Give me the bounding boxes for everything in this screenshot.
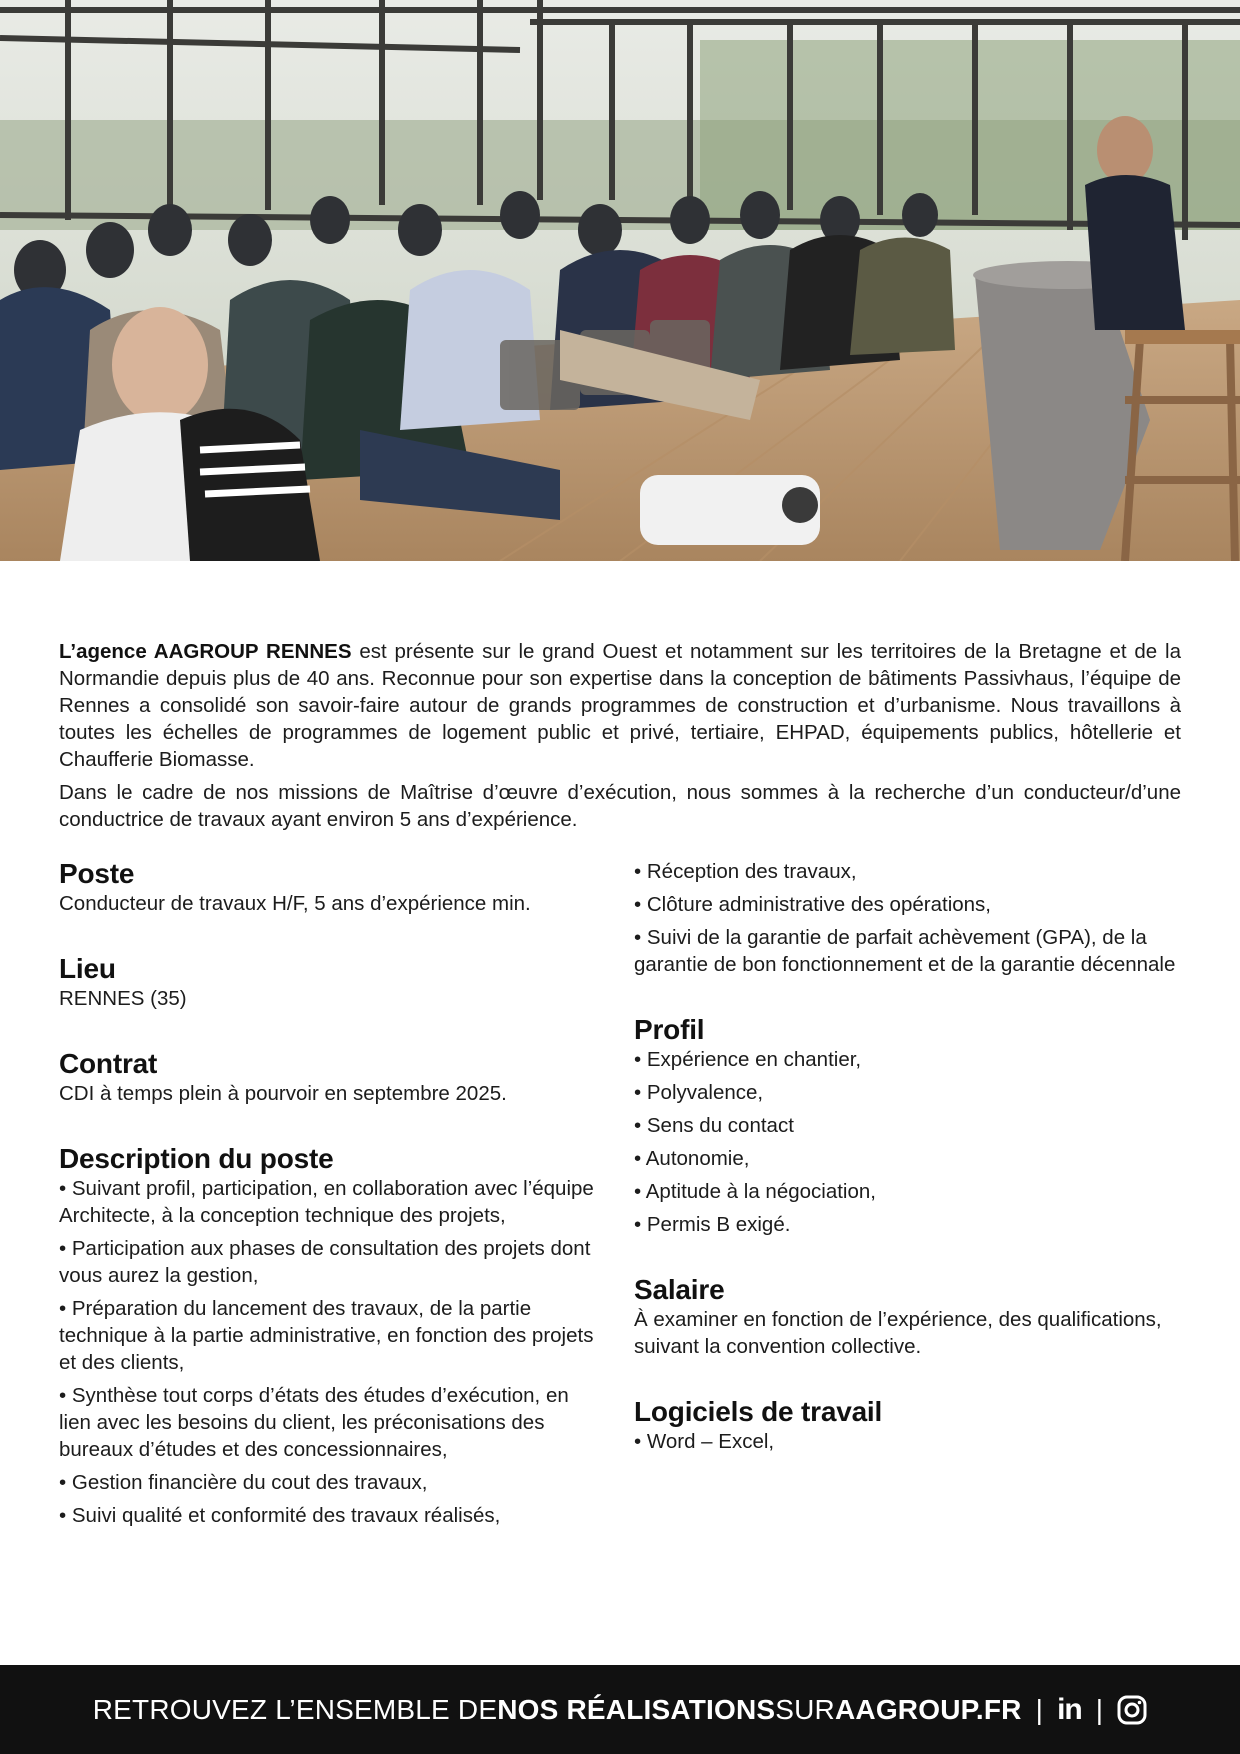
section-poste [59, 858, 604, 917]
section-profil [634, 1014, 1179, 1238]
section-lieu [59, 953, 604, 1012]
footer-banner [0, 1665, 1240, 1754]
poste-text: Conducteur de travaux H/F, 5 ans d’expérience min. [59, 892, 531, 915]
lieu-heading: Lieu [59, 953, 116, 984]
profil-item: • Polyvalence, [634, 1079, 1179, 1106]
section-logiciels [634, 1396, 1179, 1455]
profil-item: • Expérience en chantier, [634, 1046, 1179, 1073]
description-item: • Participation aux phases de consultation des projets dont vous aurez la gestion, [59, 1235, 604, 1289]
description-item: • Suivant profil, participation, en collaboration avec l’équipe Architecte, à la conception technique des projets, [59, 1175, 604, 1229]
description-item: • Suivi de la garantie de parfait achèvement (GPA), de la garantie de bon fonctionnement et de la garantie décennale [634, 924, 1179, 978]
section-description [59, 1143, 604, 1529]
description-list-continued [634, 858, 1179, 978]
profil-item: • Sens du contact [634, 1112, 1179, 1139]
agency-name: L’agence AAGROUP RENNES [59, 640, 352, 663]
contrat-text: CDI à temps plein à pourvoir en septembre 2025. [59, 1082, 507, 1105]
description-heading: Description du poste [59, 1143, 334, 1174]
logiciels-heading: Logiciels de travail [634, 1396, 883, 1427]
section-salaire [634, 1274, 1179, 1360]
description-item: • Clôture administrative des opérations, [634, 891, 1179, 918]
hero-photo [0, 0, 1240, 561]
left-column [59, 858, 604, 1565]
website-link[interactable]: AAGROUP.FR [834, 1693, 1022, 1725]
logiciels-item: • Word – Excel, [634, 1428, 1179, 1455]
footer-text-2: NOS RÉALISATIONS [497, 1693, 776, 1725]
profil-heading: Profil [634, 1014, 705, 1045]
footer-separator: | [1095, 1693, 1104, 1725]
footer-separator: | [1035, 1693, 1044, 1725]
footer-text-3: SUR [775, 1693, 835, 1725]
footer-text-1: RETROUVEZ L’ENSEMBLE DE [92, 1693, 498, 1725]
section-contrat [59, 1048, 604, 1107]
intro-paragraph-1 [59, 638, 1181, 773]
contrat-heading: Contrat [59, 1048, 158, 1079]
salaire-text: À examiner en fonction de l’expérience, des qualifications, suivant la convention collective. [634, 1308, 1162, 1358]
section-description-continued [634, 858, 1179, 978]
intro [59, 638, 1181, 839]
poste-heading: Poste [59, 858, 135, 889]
profil-item: • Aptitude à la négociation, [634, 1178, 1179, 1205]
description-list [59, 1175, 604, 1529]
description-item: • Suivi qualité et conformité des travaux réalisés, [59, 1502, 604, 1529]
profil-list [634, 1046, 1179, 1238]
intro-paragraph-2: Dans le cadre de nos missions de Maîtrise d’œuvre d’exécution, nous sommes à la recherche d’un conducteur/d’une conductrice de travaux ayant environ 5 ans d’expérience. [59, 781, 1181, 831]
logiciels-list [634, 1428, 1179, 1455]
description-item: • Synthèse tout corps d’états des études d’exécution, en lien avec les besoins du client, les préconisations des bureaux d’études et des concessionnaires, [59, 1382, 604, 1463]
right-column [634, 858, 1179, 1491]
profil-item: • Autonomie, [634, 1145, 1179, 1172]
instagram-icon[interactable] [1117, 1695, 1147, 1725]
profil-item: • Permis B exigé. [634, 1211, 1179, 1238]
lieu-text: RENNES (35) [59, 987, 187, 1010]
description-item: • Préparation du lancement des travaux, de la partie technique à la partie administrative, en fonction des projets et des clients, [59, 1295, 604, 1376]
conference-audience-photo [0, 0, 1240, 561]
description-item: • Réception des travaux, [634, 858, 1179, 885]
description-item: • Gestion financière du cout des travaux, [59, 1469, 604, 1496]
linkedin-icon[interactable]: in [1057, 1692, 1082, 1726]
salaire-heading: Salaire [634, 1274, 725, 1305]
intro-paragraph-1-text: est présente sur le grand Ouest et notamment sur les territoires de la Bretagne et de la Normandie depuis plus de 40 ans. Reconnue pour son expertise dans la conception de bâtiments Passivhaus, l’équipe de Rennes a consolidé son savoir-faire autour de grands programmes de construction et d’urbanisme. Nous travaillons à toutes les échelles de programmes de logement public et privé, tertiaire, EHPAD, équipements publics, hôtellerie et Chaufferie Biomasse. [59, 640, 1181, 771]
